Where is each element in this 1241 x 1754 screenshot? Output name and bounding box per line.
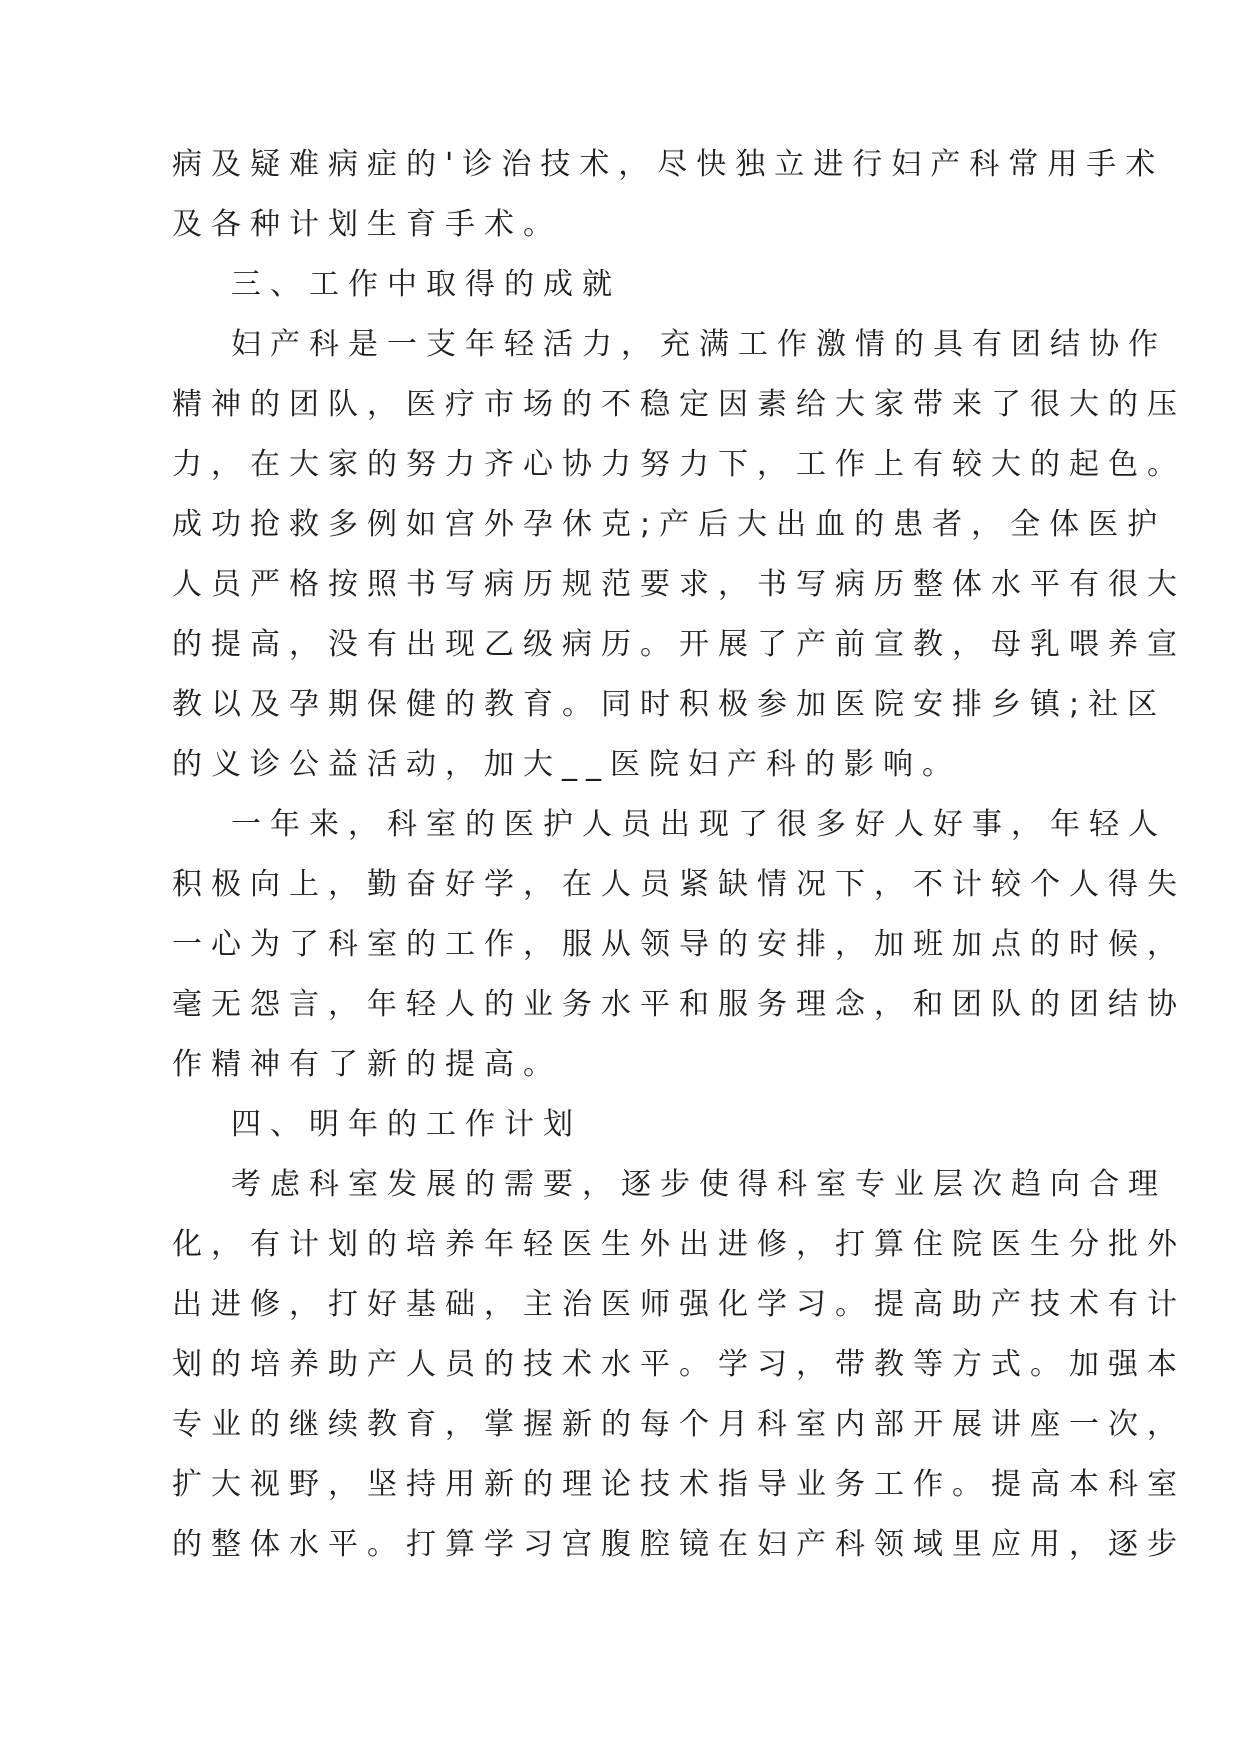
text-line: 力，在大家的努力齐心协力努力下，工作上有较大的起色。 <box>172 447 1186 482</box>
text-line: 积极向上，勤奋好学，在人员紧缺情况下，不计较个人得失 <box>172 867 1186 902</box>
text-line: 划的培养助产人员的技术水平。学习，带教等方式。加强本 <box>172 1347 1186 1382</box>
text-line: 的义诊公益活动，加大__医院妇产科的影响。 <box>172 747 961 782</box>
text-line: 妇产科是一支年轻活力，充满工作激情的具有团结协作 <box>231 327 1167 362</box>
text-line: 的整体水平。打算学习宫腹腔镜在妇产科领域里应用，逐步 <box>172 1527 1186 1562</box>
text-line: 考虑科室发展的需要，逐步使得科室专业层次趋向合理 <box>231 1167 1167 1202</box>
text-line: 一年来，科室的医护人员出现了很多好人好事，年轻人 <box>231 807 1167 842</box>
text-line: 化，有计划的培养年轻医生外出进修，打算住院医生分批外 <box>172 1227 1186 1262</box>
text-line: 教以及孕期保健的教育。同时积极参加医院安排乡镇;社区 <box>172 687 1167 722</box>
text-line: 及各种计划生育手术。 <box>172 207 562 242</box>
text-line: 的提高，没有出现乙级病历。开展了产前宣教，母乳喂养宣 <box>172 627 1186 662</box>
section-heading: 三、工作中取得的成就 <box>231 267 621 302</box>
text-line: 毫无怨言，年轻人的业务水平和服务理念，和团队的团结协 <box>172 987 1186 1022</box>
text-line: 出进修，打好基础，主治医师强化学习。提高助产技术有计 <box>172 1287 1186 1322</box>
text-line: 成功抢救多例如宫外孕休克;产后大出血的患者，全体医护 <box>172 507 1167 542</box>
text-line: 作精神有了新的提高。 <box>172 1047 562 1082</box>
text-line: 病及疑难病症的'诊治技术，尽快独立进行妇产科常用手术 <box>172 147 1165 182</box>
text-line: 人员严格按照书写病历规范要求，书写病历整体水平有很大 <box>172 567 1186 602</box>
text-line: 精神的团队，医疗市场的不稳定因素给大家带来了很大的压 <box>172 387 1186 422</box>
text-line: 扩大视野，坚持用新的理论技术指导业务工作。提高本科室 <box>172 1467 1186 1502</box>
text-line: 一心为了科室的工作，服从领导的安排，加班加点的时候， <box>172 927 1186 962</box>
text-line: 专业的继续教育，掌握新的每个月科室内部开展讲座一次， <box>172 1407 1186 1442</box>
section-heading: 四、明年的工作计划 <box>231 1107 582 1142</box>
